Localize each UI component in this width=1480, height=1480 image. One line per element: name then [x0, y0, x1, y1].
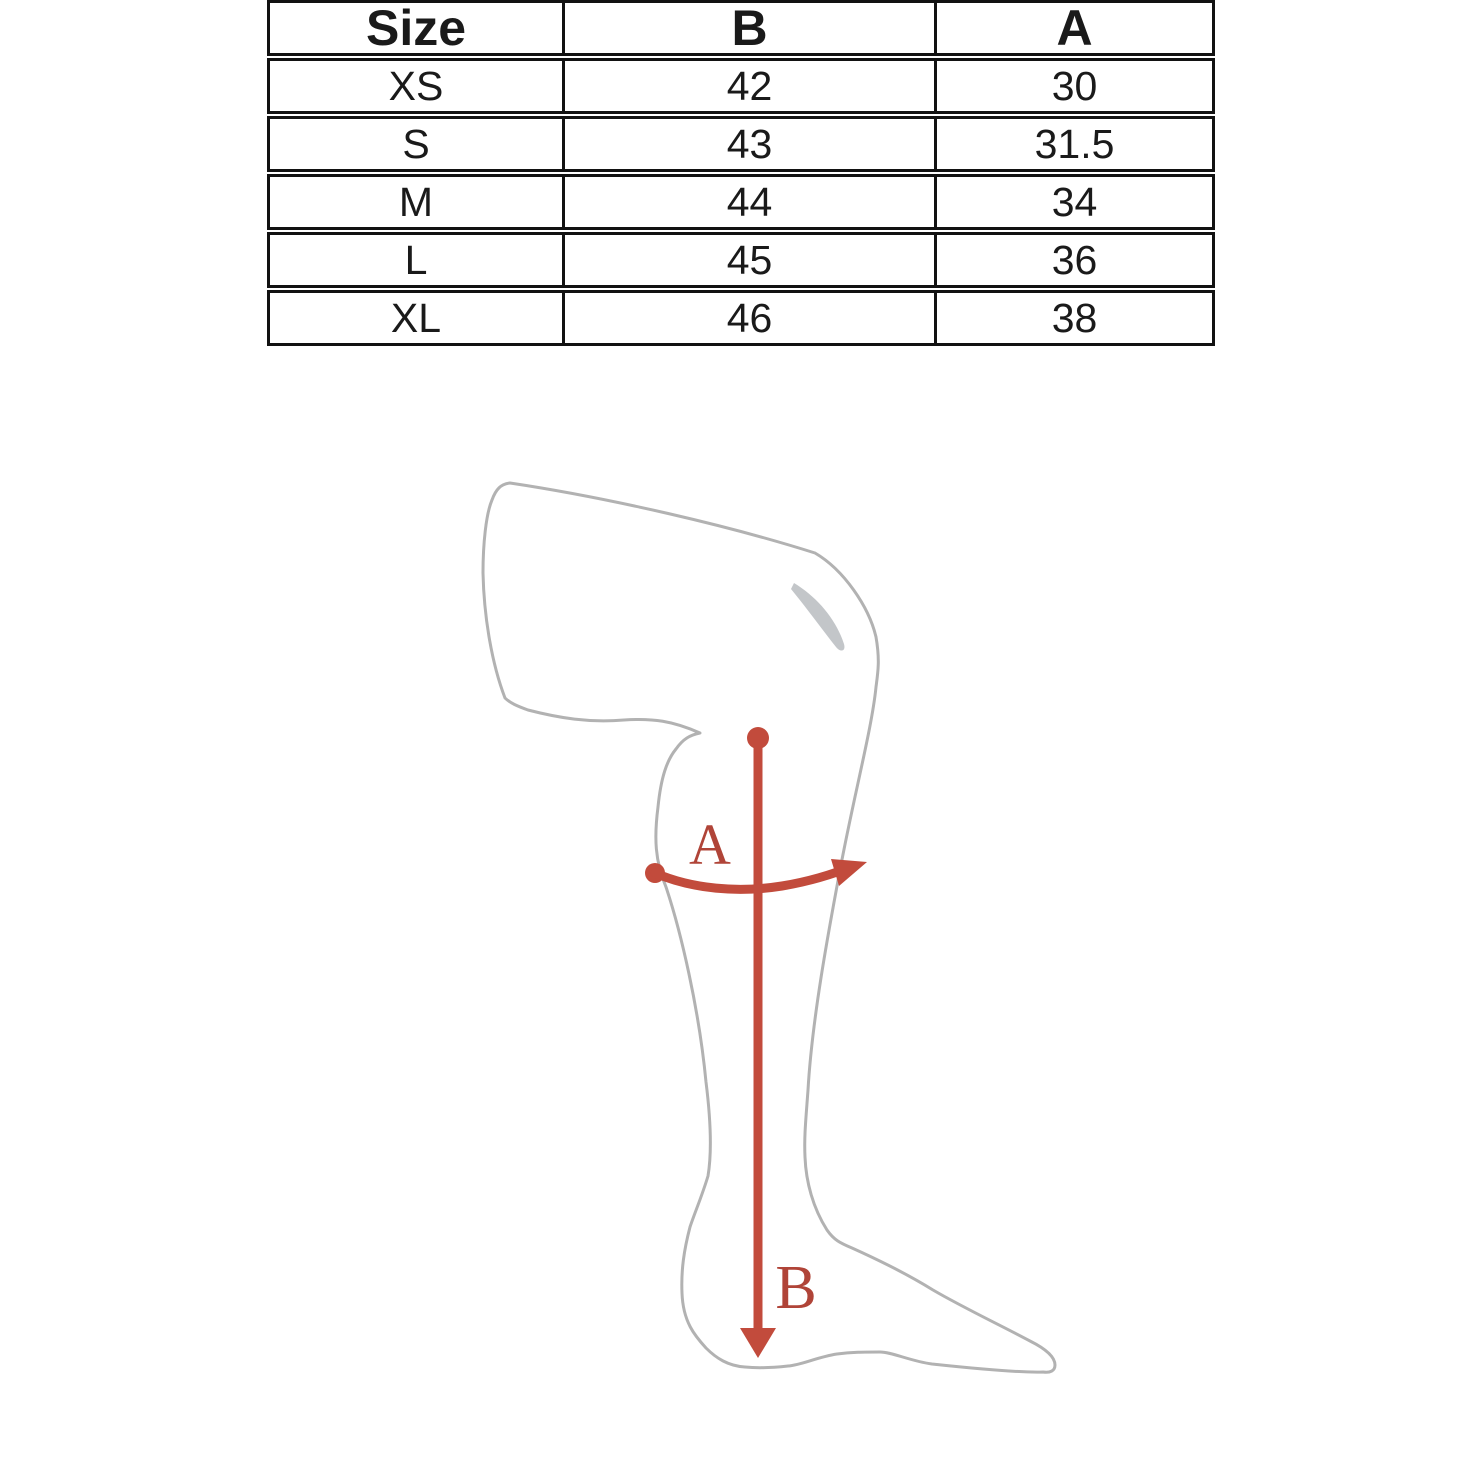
table-row-s — [267, 116, 1215, 172]
size-cell: S — [267, 116, 565, 172]
size-cell: XL — [267, 290, 565, 346]
label-b: B — [775, 1254, 817, 1322]
size-cell: XS — [267, 58, 565, 114]
header-row — [267, 0, 1215, 56]
table-row-xs — [267, 58, 1215, 114]
leg-measurement-diagram — [440, 460, 1100, 1410]
a-value-cell: 30 — [937, 58, 1215, 114]
table-row-m — [267, 174, 1215, 230]
size-chart-table — [267, 0, 1215, 348]
leg-outline — [483, 483, 1055, 1372]
b-value-cell: 43 — [565, 116, 937, 172]
col-header-a: A — [937, 0, 1215, 56]
size-cell: M — [267, 174, 565, 230]
b-value-cell: 44 — [565, 174, 937, 230]
a-value-cell: 31.5 — [937, 116, 1215, 172]
table-row-l — [267, 232, 1215, 288]
b-value-cell: 46 — [565, 290, 937, 346]
col-header-size: Size — [267, 0, 565, 56]
a-value-cell: 36 — [937, 232, 1215, 288]
b-value-cell: 45 — [565, 232, 937, 288]
a-value-cell: 34 — [937, 174, 1215, 230]
col-header-b: B — [565, 0, 937, 56]
size-cell: L — [267, 232, 565, 288]
label-a: A — [689, 812, 731, 877]
table-row-xl — [267, 290, 1215, 346]
b-value-cell: 42 — [565, 58, 937, 114]
a-value-cell: 38 — [937, 290, 1215, 346]
